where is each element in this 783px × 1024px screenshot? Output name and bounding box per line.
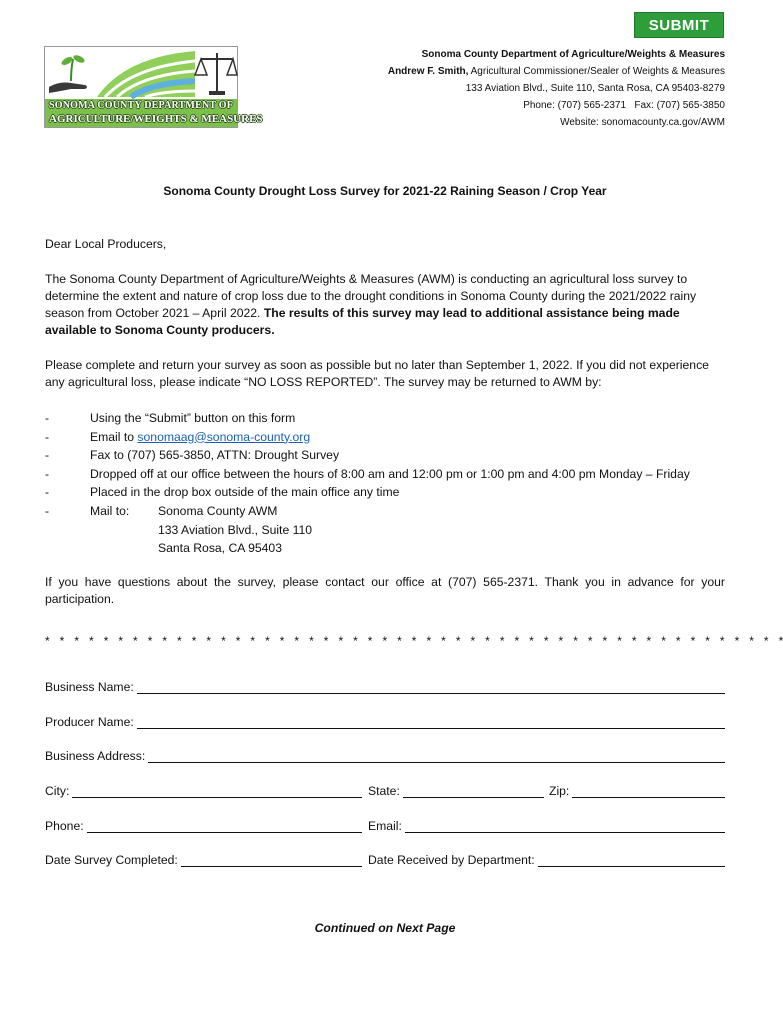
phone-input[interactable] [87, 818, 362, 833]
list-item [45, 521, 690, 540]
producer-name-input[interactable] [137, 714, 725, 729]
mail-address-line-1: Sonoma County AWM [158, 503, 278, 518]
list-item-dropbox: Placed in the drop box outside of the main office any time [90, 485, 400, 500]
department-address: 133 Aviation Blvd., Suite 110, Santa Rosa, CA 95403-8279 [465, 83, 725, 94]
date-completed-input[interactable] [181, 852, 362, 867]
salutation: Dear Local Producers, [45, 237, 167, 251]
date-completed-label: Date Survey Completed: [45, 853, 178, 867]
logo-line-1: SONOMA COUNTY DEPARTMENT OF [49, 100, 234, 111]
intro-text: The Sonoma County Department of Agriculture/Weights & Measures (AWM) is conducting an agricultural loss survey to determine the extent and nature of crop loss due to the drought conditions in Sonoma County during the 2021/2022 rainy season from October 2021 – April 2022. [45, 272, 697, 320]
email-label: Email: [368, 819, 402, 833]
phone-label: Phone: [45, 819, 84, 833]
zip-field[interactable] [549, 783, 725, 798]
list-item: - Email to sonomaag@sonoma-county.org [45, 428, 690, 447]
business-name-field[interactable] [45, 679, 725, 694]
producer-name-label: Producer Name: [45, 715, 134, 729]
business-address-input[interactable] [148, 748, 725, 763]
submit-button[interactable]: SUBMIT [634, 12, 724, 38]
list-item: - Mail to: Sonoma County AWM [45, 502, 690, 521]
intro-paragraph [45, 271, 725, 339]
business-address-label: Business Address: [45, 749, 146, 763]
list-item-dropoff: Dropped off at our office between the hours of 8:00 am and 12:00 pm or 1:00 pm and 4:00 pm Monday – Friday [90, 466, 690, 481]
logo-graphic [45, 47, 237, 99]
logo-line-2: AGRICULTURE/WEIGHTS & MEASURES [49, 113, 263, 125]
list-item: - Using the “Submit” button on this form [45, 409, 690, 428]
state-label: State: [368, 784, 400, 798]
contact-paragraph: If you have questions about the survey, please contact our office at (707) 565-2371. Thank you in advance for your participation. [45, 575, 725, 606]
business-name-label: Business Name: [45, 680, 134, 694]
business-address-field[interactable] [45, 748, 725, 763]
section-divider: * * * * * * * * * * * * * * * * * * * * * * * * * * * * * * * * * * * * * * * * * * * * * * * * * * * [45, 634, 783, 648]
list-item-email: Email to sonomaag@sonoma-county.org [90, 429, 311, 444]
date-completed-field[interactable] [45, 852, 362, 867]
continued-note: Continued on Next Page [314, 921, 456, 935]
intro-bold-text: The results of this survey may lead to additional assistance being made available to Sonoma County producers. [45, 306, 680, 337]
date-received-input[interactable] [538, 852, 725, 867]
mail-address-line-3: Santa Rosa, CA 95403 [158, 541, 282, 556]
business-name-input[interactable] [137, 679, 725, 694]
department-name: Sonoma County Department of Agriculture/Weights & Measures [421, 49, 725, 60]
city-field[interactable] [45, 783, 362, 798]
state-input[interactable] [403, 783, 544, 798]
commissioner-title: Agricultural Commissioner/Sealer of Weights & Measures [468, 66, 725, 77]
commissioner-name: Andrew F. Smith, [387, 66, 469, 77]
list-item: - Fax to (707) 565-3850, ATTN: Drought Survey [45, 446, 690, 465]
instructions-paragraph: Please complete and return your survey as soon as possible but no later than September 1, 2022. If you did not experience any agricultural loss, please indicate “NO LOSS REPORTED”. The survey may be returned to AWM by: [45, 358, 709, 389]
city-label: City: [45, 784, 70, 798]
mail-address-line-2: 133 Aviation Blvd., Suite 110 [158, 522, 313, 537]
list-item: - Placed in the drop box outside of the main office any time [45, 483, 690, 502]
list-item-submit: Using the “Submit” button on this form [90, 411, 296, 425]
return-methods-list [45, 409, 690, 558]
zip-label: Zip: [549, 784, 570, 798]
mail-to-label: Mail to: [90, 503, 130, 518]
date-received-field[interactable] [368, 852, 725, 867]
letterhead [388, 46, 725, 131]
city-input[interactable] [72, 783, 362, 798]
list-item: - Dropped off at our office between the hours of 8:00 am and 12:00 pm or 1:00 pm and 4:00 pm Monday – Friday [45, 465, 690, 484]
producer-name-field[interactable] [45, 714, 725, 729]
commissioner-line [388, 63, 725, 80]
list-item [45, 539, 690, 558]
phone-field[interactable] [45, 818, 362, 833]
email-input[interactable] [405, 818, 725, 833]
department-logo [44, 46, 263, 128]
website: Website: sonomacounty.ca.gov/AWM [560, 117, 725, 128]
email-link[interactable]: sonomaag@sonoma-county.org [137, 429, 311, 444]
list-item-fax: Fax to (707) 565-3850, ATTN: Drought Survey [90, 448, 340, 463]
phone-fax: Phone: (707) 565-2371 Fax: (707) 565-3850 [523, 100, 725, 111]
zip-input[interactable] [572, 783, 725, 798]
state-field[interactable] [368, 783, 544, 798]
email-field[interactable] [368, 818, 725, 833]
survey-title: Sonoma County Drought Loss Survey for 2021-22 Raining Season / Crop Year [163, 184, 607, 198]
date-received-label: Date Received by Department: [368, 853, 535, 867]
